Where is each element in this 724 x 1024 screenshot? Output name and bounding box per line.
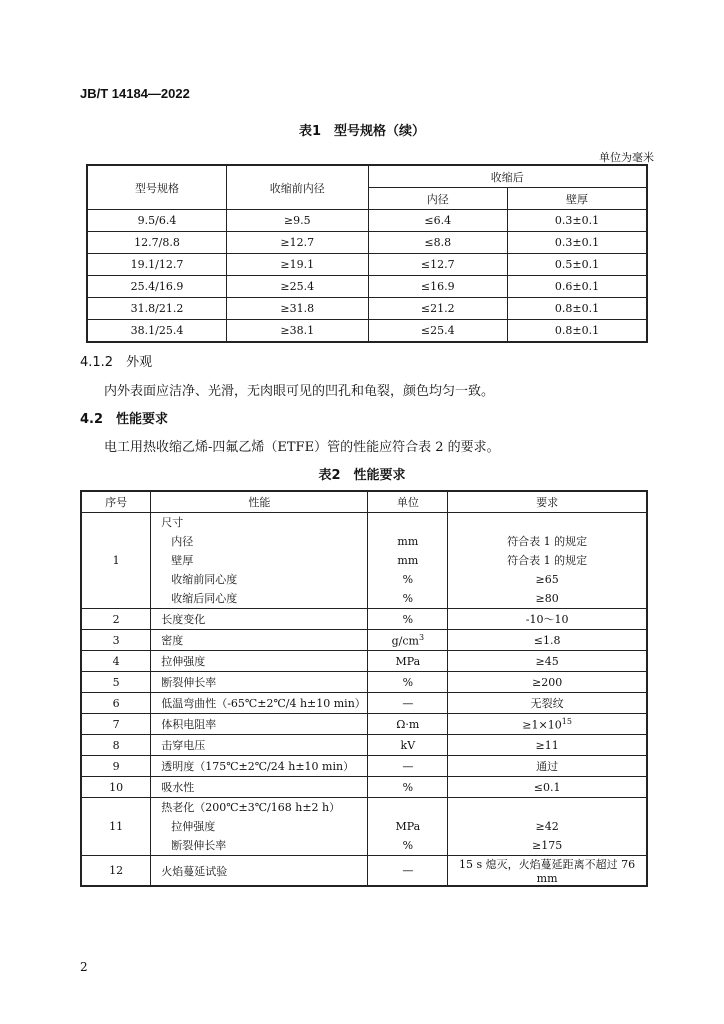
unit-cell-text: MPa — [395, 654, 421, 668]
table-row — [87, 210, 647, 232]
row-number — [81, 714, 151, 735]
row-number — [81, 693, 151, 714]
table-row — [87, 298, 647, 320]
document-number: JB/T 14184—2022 — [80, 86, 190, 101]
row-number — [81, 651, 151, 672]
requirement-cell — [448, 693, 647, 714]
requirement-superscript: 15 — [561, 716, 572, 726]
post-inner-cell: ≤16.9 — [368, 276, 507, 298]
table-row — [81, 630, 647, 651]
property-cell — [151, 609, 368, 630]
property-cell-text: 低温弯曲性（-65℃±2℃/4 h±10 min） — [161, 697, 366, 710]
table1-unit-note: 单位为毫米 — [599, 151, 654, 164]
property-cell — [151, 630, 368, 651]
post-inner-cell: ≤25.4 — [368, 320, 507, 343]
requirement-value: ≥65 — [535, 573, 559, 586]
row-number: 1 — [81, 513, 151, 609]
table-row — [81, 777, 647, 798]
property-sub-item: 内径 — [171, 535, 194, 548]
property-cell-text: 吸水性 — [161, 781, 195, 794]
table2-header-no: 序号 — [81, 491, 151, 513]
requirement-cell-text: 无裂纹 — [530, 697, 564, 710]
requirement-cell — [448, 735, 647, 756]
table-row — [81, 735, 647, 756]
requirement-cell-text: -10～10 — [525, 613, 569, 626]
property-cell-text: 透明度（175℃±2℃/24 h±10 min） — [161, 760, 355, 773]
unit-cell-text: % — [402, 780, 414, 794]
property-cell-text: 长度变化 — [161, 613, 206, 626]
property-sub-item: 收缩前同心度 — [171, 573, 238, 586]
post-wall-cell: 0.5±0.1 — [507, 254, 647, 276]
unit-cell — [368, 651, 448, 672]
pre-inner-cell: ≥9.5 — [227, 210, 368, 232]
requirement-cell-text: ≥45 — [535, 654, 559, 668]
table-row — [81, 714, 647, 735]
unit-superscript: 3 — [418, 632, 425, 642]
unit-cell-text: g/cm — [391, 634, 419, 648]
table-row — [81, 651, 647, 672]
requirement-cell: 15 s 熄灭，火焰蔓延距离不超过 76 mm — [448, 856, 647, 887]
property-sub-item: 拉伸强度 — [171, 820, 216, 833]
post-wall-cell: 0.3±0.1 — [507, 210, 647, 232]
requirement-value: ≥80 — [535, 592, 559, 605]
table1-header-post-group: 收缩后 — [368, 165, 647, 188]
unit-cell-text: — — [402, 759, 414, 773]
table2-header-unit: 单位 — [368, 491, 448, 513]
table-row — [87, 320, 647, 343]
post-wall-cell: 0.3±0.1 — [507, 232, 647, 254]
property-cell — [151, 756, 368, 777]
unit-cell-text: — — [402, 696, 414, 710]
table-row — [81, 672, 647, 693]
table-row — [81, 693, 647, 714]
property-cell-text: 拉伸强度 — [161, 655, 206, 668]
requirement-value: ≥175 — [532, 839, 563, 852]
table2 — [80, 490, 648, 887]
unit-cell-text: % — [402, 612, 414, 626]
requirement-cell-text: ≤1.8 — [533, 633, 561, 647]
table-row — [87, 232, 647, 254]
model-cell: 38.1/25.4 — [87, 320, 227, 343]
pre-inner-cell: ≥12.7 — [227, 232, 368, 254]
requirement-cell-text: ≥200 — [532, 675, 563, 689]
post-wall-cell: 0.6±0.1 — [507, 276, 647, 298]
table-row — [81, 756, 647, 777]
unit-cell — [368, 609, 448, 630]
property-group-label: 热老化（200℃±3℃/168 h±2 h） — [161, 801, 341, 814]
section-4-2-heading: 4.2 性能要求 — [80, 412, 169, 427]
section-4-2-text: 电工用热收缩乙烯-四氟乙烯（ETFE）管的性能应符合表 2 的要求。 — [104, 440, 500, 455]
section-4-1-2-text: 内外表面应洁净、光滑，无肉眼可见的凹孔和龟裂，颜色均匀一致。 — [104, 384, 495, 399]
table2-header-requirement: 要求 — [448, 491, 647, 513]
unit-cell — [368, 735, 448, 756]
unit-cell — [368, 630, 448, 651]
requirement-value: ≥42 — [535, 820, 559, 833]
table-row — [81, 798, 647, 856]
post-wall-cell: 0.8±0.1 — [507, 320, 647, 343]
row-number — [81, 672, 151, 693]
requirement-cell-text: ≤0.1 — [533, 780, 561, 794]
property-sub-item: 断裂伸长率 — [171, 839, 227, 852]
requirement-value: 符合表 1 的规定 — [507, 554, 588, 567]
pre-inner-cell: ≥19.1 — [227, 254, 368, 276]
unit-value: % — [402, 839, 414, 852]
table-row — [87, 254, 647, 276]
row-number-text: 10 — [109, 780, 124, 794]
unit-value: mm — [397, 535, 419, 548]
property-cell — [151, 672, 368, 693]
model-cell: 31.8/21.2 — [87, 298, 227, 320]
row-number: 12 — [81, 856, 151, 887]
row-number: 11 — [81, 798, 151, 856]
table1 — [86, 164, 648, 343]
table1-header-pre-inner: 收缩前内径 — [227, 165, 368, 210]
property-cell — [151, 513, 368, 609]
table-row — [81, 856, 647, 887]
table-row — [81, 513, 647, 609]
unit-cell — [368, 777, 448, 798]
unit-value: MPa — [395, 820, 421, 833]
model-cell: 12.7/8.8 — [87, 232, 227, 254]
property-cell — [151, 777, 368, 798]
unit-cell — [368, 714, 448, 735]
requirement-cell-text: ≥11 — [535, 738, 559, 752]
property-cell — [151, 693, 368, 714]
row-number — [81, 630, 151, 651]
requirement-value: 符合表 1 的规定 — [507, 535, 588, 548]
row-number-text: 2 — [112, 612, 120, 626]
post-wall-cell: 0.8±0.1 — [507, 298, 647, 320]
section-4-1-2-heading: 4.1.2 外观 — [80, 355, 153, 370]
row-number-text: 9 — [112, 759, 120, 773]
property-cell-text: 击穿电压 — [161, 739, 206, 752]
unit-cell-text: % — [402, 675, 414, 689]
table-row — [87, 276, 647, 298]
model-cell: 19.1/12.7 — [87, 254, 227, 276]
unit-cell — [368, 513, 448, 609]
property-cell-text: 断裂伸长率 — [161, 676, 217, 689]
table1-header-post-inner: 内径 — [368, 188, 507, 210]
property-sub-item: 壁厚 — [171, 554, 194, 567]
requirement-cell-text: 通过 — [536, 760, 559, 773]
requirement-cell — [448, 798, 647, 856]
post-inner-cell: ≤21.2 — [368, 298, 507, 320]
unit-value: mm — [397, 554, 419, 567]
requirement-cell — [448, 777, 647, 798]
table-row — [81, 609, 647, 630]
row-number-text: 3 — [112, 633, 120, 647]
post-inner-cell: ≤8.8 — [368, 232, 507, 254]
property-cell-text: 密度 — [161, 634, 184, 647]
property-cell — [151, 735, 368, 756]
requirement-cell — [448, 672, 647, 693]
property-cell — [151, 651, 368, 672]
property-cell: 火焰蔓延试验 — [151, 856, 368, 887]
row-number — [81, 735, 151, 756]
row-number-text: 5 — [112, 675, 120, 689]
row-number-text: 7 — [112, 717, 120, 731]
table1-header-model: 型号规格 — [87, 165, 227, 210]
pre-inner-cell: ≥25.4 — [227, 276, 368, 298]
property-sub-item: 收缩后同心度 — [171, 592, 238, 605]
page-number: 2 — [80, 960, 88, 974]
unit-cell — [368, 693, 448, 714]
unit-cell: — — [368, 856, 448, 887]
requirement-cell-text: ≥1×10 — [522, 718, 562, 732]
pre-inner-cell: ≥31.8 — [227, 298, 368, 320]
unit-cell-text: kV — [400, 738, 416, 752]
row-number — [81, 756, 151, 777]
row-number-text: 6 — [112, 696, 120, 710]
requirement-cell — [448, 651, 647, 672]
post-inner-cell: ≤12.7 — [368, 254, 507, 276]
unit-value: % — [402, 592, 414, 605]
row-number-text: 4 — [112, 654, 120, 668]
requirement-cell — [448, 513, 647, 609]
pre-inner-cell: ≥38.1 — [227, 320, 368, 343]
unit-cell — [368, 756, 448, 777]
property-group-label: 尺寸 — [161, 516, 184, 529]
model-cell: 9.5/6.4 — [87, 210, 227, 232]
unit-cell — [368, 672, 448, 693]
row-number — [81, 777, 151, 798]
table1-header-post-wall: 壁厚 — [507, 188, 647, 210]
post-inner-cell: ≤6.4 — [368, 210, 507, 232]
table2-title: 表2 性能要求 — [318, 468, 406, 483]
unit-cell — [368, 798, 448, 856]
table2-header-property: 性能 — [151, 491, 368, 513]
row-number — [81, 609, 151, 630]
property-cell-text: 体积电阻率 — [161, 718, 217, 731]
property-cell — [151, 798, 368, 856]
table1-title: 表1 型号规格（续） — [298, 124, 426, 139]
unit-cell-text: Ω·m — [396, 717, 420, 731]
requirement-cell — [448, 609, 647, 630]
unit-value: % — [402, 573, 414, 586]
property-cell — [151, 714, 368, 735]
model-cell: 25.4/16.9 — [87, 276, 227, 298]
requirement-cell — [448, 714, 647, 735]
row-number-text: 8 — [112, 738, 120, 752]
requirement-cell — [448, 630, 647, 651]
requirement-cell — [448, 756, 647, 777]
